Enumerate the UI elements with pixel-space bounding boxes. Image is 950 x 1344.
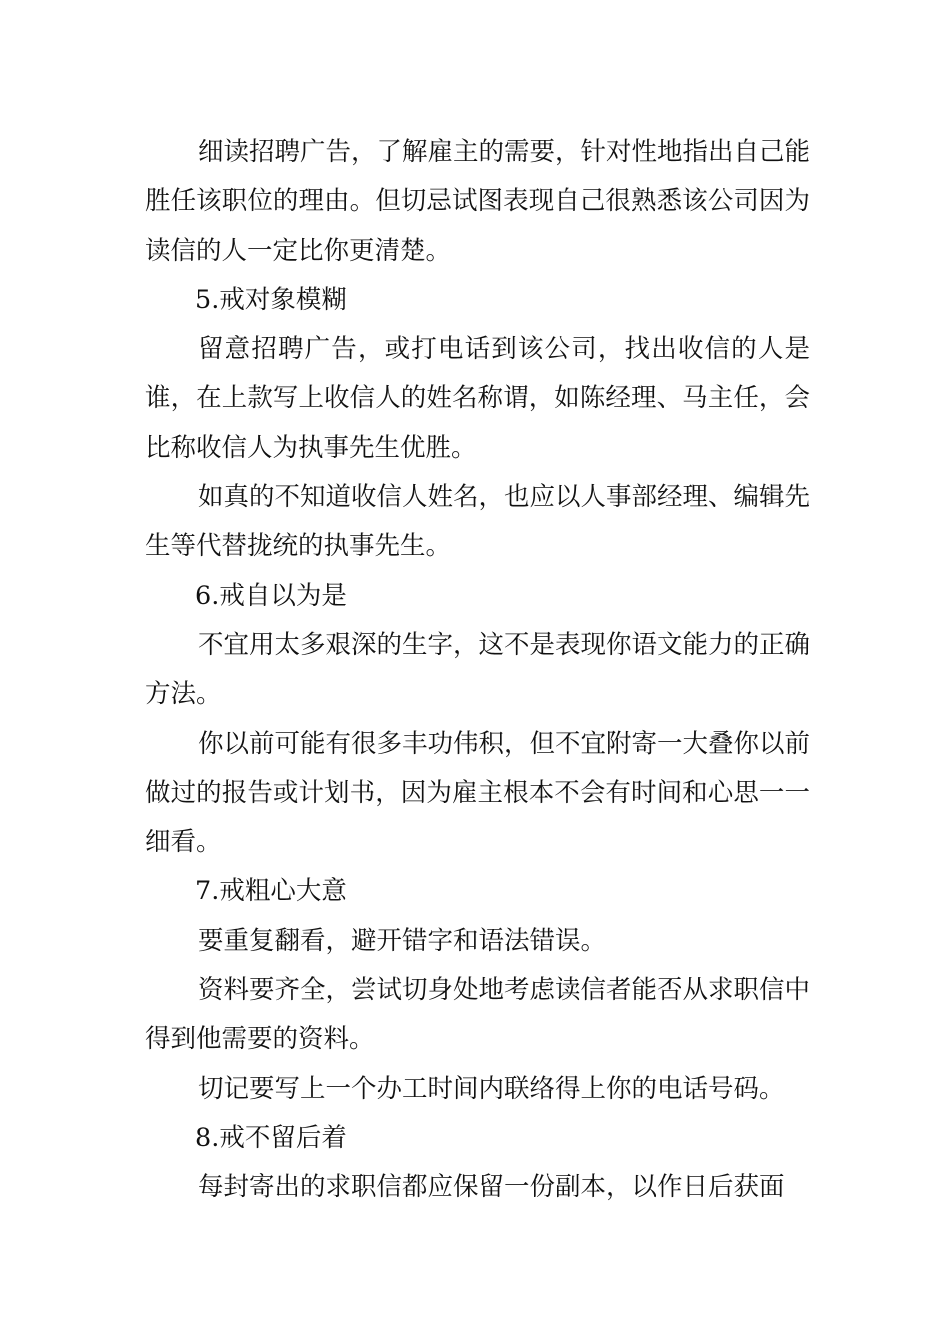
paragraph: 要重复翻看，避开错字和语法错误。 (198, 925, 607, 956)
document-body (145, 128, 810, 1213)
paragraph: 你以前可能有很多丰功伟积，但不宜附寄一大叠你以前做过的报告或计划书，因为雇主根本不会有时间和心思一一细看。 (145, 728, 811, 858)
paragraph: 细读招聘广告，了解雇主的需要，针对性地指出自己能胜任该职位的理由。但切忌试图表现自己很熟悉该公司因为读信的人一定比你更清楚。 (145, 137, 811, 266)
paragraph: 不宜用太多艰深的生字，这不是表现你语文能力的正确方法。 (145, 629, 811, 710)
paragraph: 切记要写上一个办工时间内联络得上你的电话号码。 (198, 1073, 785, 1104)
paragraph: 如真的不知道收信人姓名，也应以人事部经理、编辑先生等代替拢统的执事先生。 (145, 482, 811, 562)
section-heading: 6.戒自以为是 (195, 580, 347, 611)
paragraph: 留意招聘广告，或打电话到该公司，找出收信的人是谁，在上款写上收信人的姓名称谓，如陈经理、马主任，会比称收信人为执事先生优胜。 (145, 334, 810, 463)
paragraph: 每封寄出的求职信都应保留一份副本，以作日后获面 (198, 1172, 785, 1203)
section-heading: 8.戒不留后着 (195, 1122, 347, 1153)
section-heading: 5.戒对象模糊 (195, 284, 347, 315)
paragraph: 资料要齐全，尝试切身处地考虑读信者能否从求职信中得到他需要的资料。 (145, 975, 811, 1055)
section-heading: 7.戒粗心大意 (195, 876, 347, 907)
